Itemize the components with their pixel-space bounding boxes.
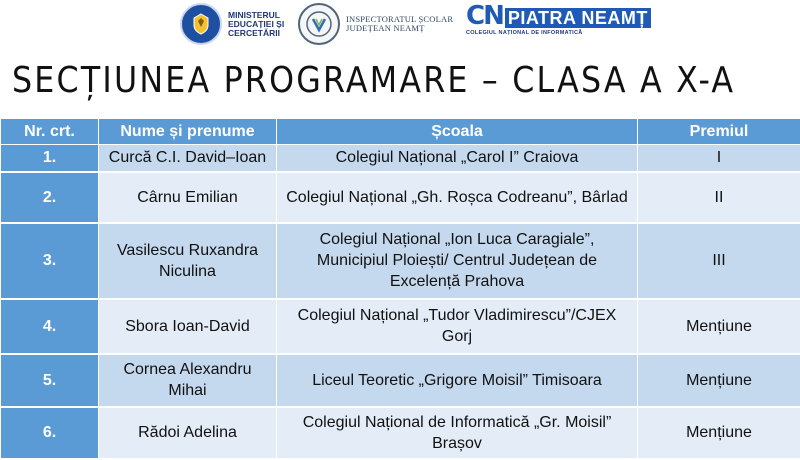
cn-mark: CN <box>466 3 503 29</box>
row-nume: Cornea Alexandru Mihai <box>99 354 277 407</box>
row-scoala: Colegiul Național „Tudor Vladimirescu”/CJEX Gorj <box>277 299 638 354</box>
table-header-row <box>1 119 800 145</box>
romania-coat-of-arms-icon <box>180 3 222 45</box>
isj-emblem-icon <box>298 3 340 45</box>
row-nr: 6. <box>1 407 99 459</box>
header-scoala: Școala <box>277 119 638 145</box>
logo-strip <box>0 0 800 50</box>
row-nr: 4. <box>1 299 99 354</box>
row-scoala: Colegiul Național de Informatică „Gr. Moisil” Brașov <box>277 407 638 459</box>
cn-piatra-neamt-logo <box>466 3 651 36</box>
cn-subtitle: COLEGIUL NAȚIONAL DE INFORMATICĂ <box>466 30 651 36</box>
header-nr-crt: Nr. crt. <box>1 119 99 145</box>
table-row <box>1 354 800 407</box>
table-row <box>1 299 800 354</box>
ministry-logo <box>180 3 284 45</box>
row-scoala: Colegiul Național „Ion Luca Caragiale”, Municipiul Ploiești/ Centrul Județean de Excelență Prahova <box>277 223 638 299</box>
results-table <box>0 118 800 460</box>
row-premiul: Mențiune <box>638 299 800 354</box>
row-premiul: Mențiune <box>638 407 800 459</box>
row-premiul: III <box>638 223 800 299</box>
header-nume: Nume și prenume <box>99 119 277 145</box>
row-nume: Vasilescu Ruxandra Niculina <box>99 223 277 299</box>
row-premiul: II <box>638 172 800 223</box>
row-scoala: Colegiul Național „Carol I” Craiova <box>277 145 638 172</box>
row-nume: Sbora Ioan-David <box>99 299 277 354</box>
row-nr: 3. <box>1 223 99 299</box>
header-premiul: Premiul <box>638 119 800 145</box>
ministry-name: MINISTERUL EDUCAȚIEI ȘI CERCETĂRII <box>228 11 284 38</box>
table-row <box>1 172 800 223</box>
row-nr: 2. <box>1 172 99 223</box>
row-premiul: Mențiune <box>638 354 800 407</box>
table-row <box>1 145 800 172</box>
row-premiul: I <box>638 145 800 172</box>
row-nume: Curcă C.I. David–Ioan <box>99 145 277 172</box>
table-row <box>1 407 800 459</box>
row-scoala: Colegiul Național „Gh. Roșca Codreanu”, Bârlad <box>277 172 638 223</box>
page-title: SECȚIUNEA PROGRAMARE – CLASA A X-A <box>12 60 735 101</box>
cn-name: PIATRA NEAMȚ <box>505 8 651 28</box>
row-nr: 5. <box>1 354 99 407</box>
isj-logo <box>298 3 453 45</box>
row-scoala: Liceul Teoretic „Grigore Moisil” Timisoara <box>277 354 638 407</box>
row-nr: 1. <box>1 145 99 172</box>
row-nume: Rădoi Adelina <box>99 407 277 459</box>
isj-name: INSPECTORATUL ȘCOLAR JUDEȚEAN NEAMȚ <box>346 15 453 33</box>
table-row <box>1 223 800 299</box>
row-nume: Cârnu Emilian <box>99 172 277 223</box>
